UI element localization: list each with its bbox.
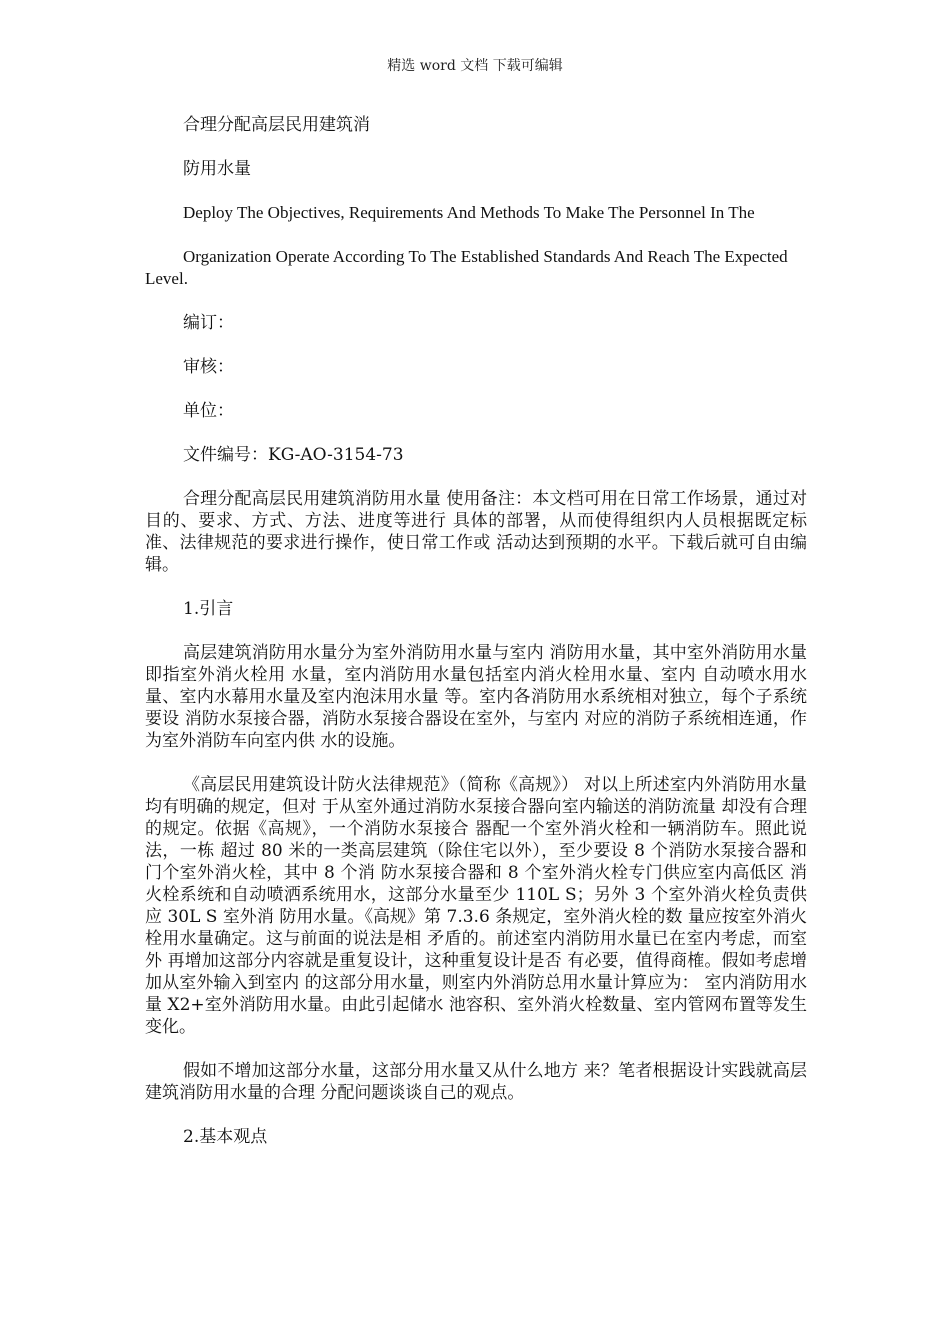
unit-label: 单位： [183, 401, 234, 421]
section-1-paragraph-3: 假如不增加这部分水量，这部分用水量又从什么地方 来？笔者根据设计实践就高层建筑消防用水量的合理 分配问题谈谈自己的观点。 [145, 1061, 807, 1103]
document-title-line-1: 合理分配高层民用建筑消 [183, 115, 370, 135]
review-label: 审核： [183, 357, 234, 377]
page-header: 精选 word 文档 下载可编辑 [387, 58, 563, 74]
section-2-heading: 2.基本观点 [183, 1127, 268, 1147]
section-1-paragraph-1: 高层建筑消防用水量分为室外消防用水量与室内 消防用水量，其中室外消防用水量即指室外消火栓用 水量，室内消防用水量包括室内消火栓用水量、室内 自动喷水用水量、室内水幕用水量及室内泡沫用水量 等。室内各消防用水系统相对独立，每个子系统要设 消防水泵接合器，消防水泵接合器设在室外，与室内 对应的消防子系统相连通，作为室外消防车向室内供 水的设施。 [145, 643, 807, 751]
section-1-heading: 1.引言 [183, 599, 234, 619]
english-subtitle-line-1: Deploy The Objectives, Requirements And Methods To Make The Personnel In The [183, 203, 755, 222]
section-1-paragraph-2: 《高层民用建筑设计防火法律规范》（简称《高规》） 对以上所述室内外消防用水量均有明确的规定，但对 于从室外通过消防水泵接合器向室内输送的消防流量 却没有合理的规定。依据《高规》，一个消防水泵接合 器配一个室外消火栓和一辆消防车。照此说法，一栋 超过 80 米的一类高层建筑（除住宅以外），至少要设 8 个消防水泵接合器和门个室外消火栓，其中 8 个消 防水泵接合器和 8 个室外消火栓专门供应室内高低区 消火栓系统和自动喷洒系统用水，这部分水量至少 110L S；另外 3 个室外消火栓负责供应 30L S 室外消 防用水量。《高规》第 7.3.6 条规定，室外消火栓的数 量应按室外消火栓用水量确定。这与前面的说法是相 矛盾的。前述室内消防用水量已在室内考虑，而室外 再增加这部分内容就是重复设计，这种重复设计是否 有必要，值得商榷。假如考虑增加从室外输入到室内 的这部分用水量，则室内外消防总用水量计算应为： 室内消防用水量 X2+室外消防用水量。由此引起储水 池容积、室外消火栓数量、室内管网布置等发生变化。 [145, 775, 807, 1037]
english-subtitle-line-2: Organization Operate According To The Established Standards And Reach The Expected Level. [145, 247, 788, 288]
document-body [145, 114, 807, 1170]
document-title-line-2: 防用水量 [183, 159, 251, 179]
edit-label: 编订： [183, 313, 234, 333]
usage-note: 合理分配高层民用建筑消防用水量 使用备注：本文档可用在日常工作场景，通过对目的、要求、方式、方法、进度等进行 具体的部署，从而使得组织内人员根据既定标准、法律规范的要求进行操作，使日常工作或 活动达到预期的水平。下载后就可自由编辑。 [145, 489, 807, 575]
file-number: 文件编号：KG-AO-3154-73 [183, 445, 404, 465]
